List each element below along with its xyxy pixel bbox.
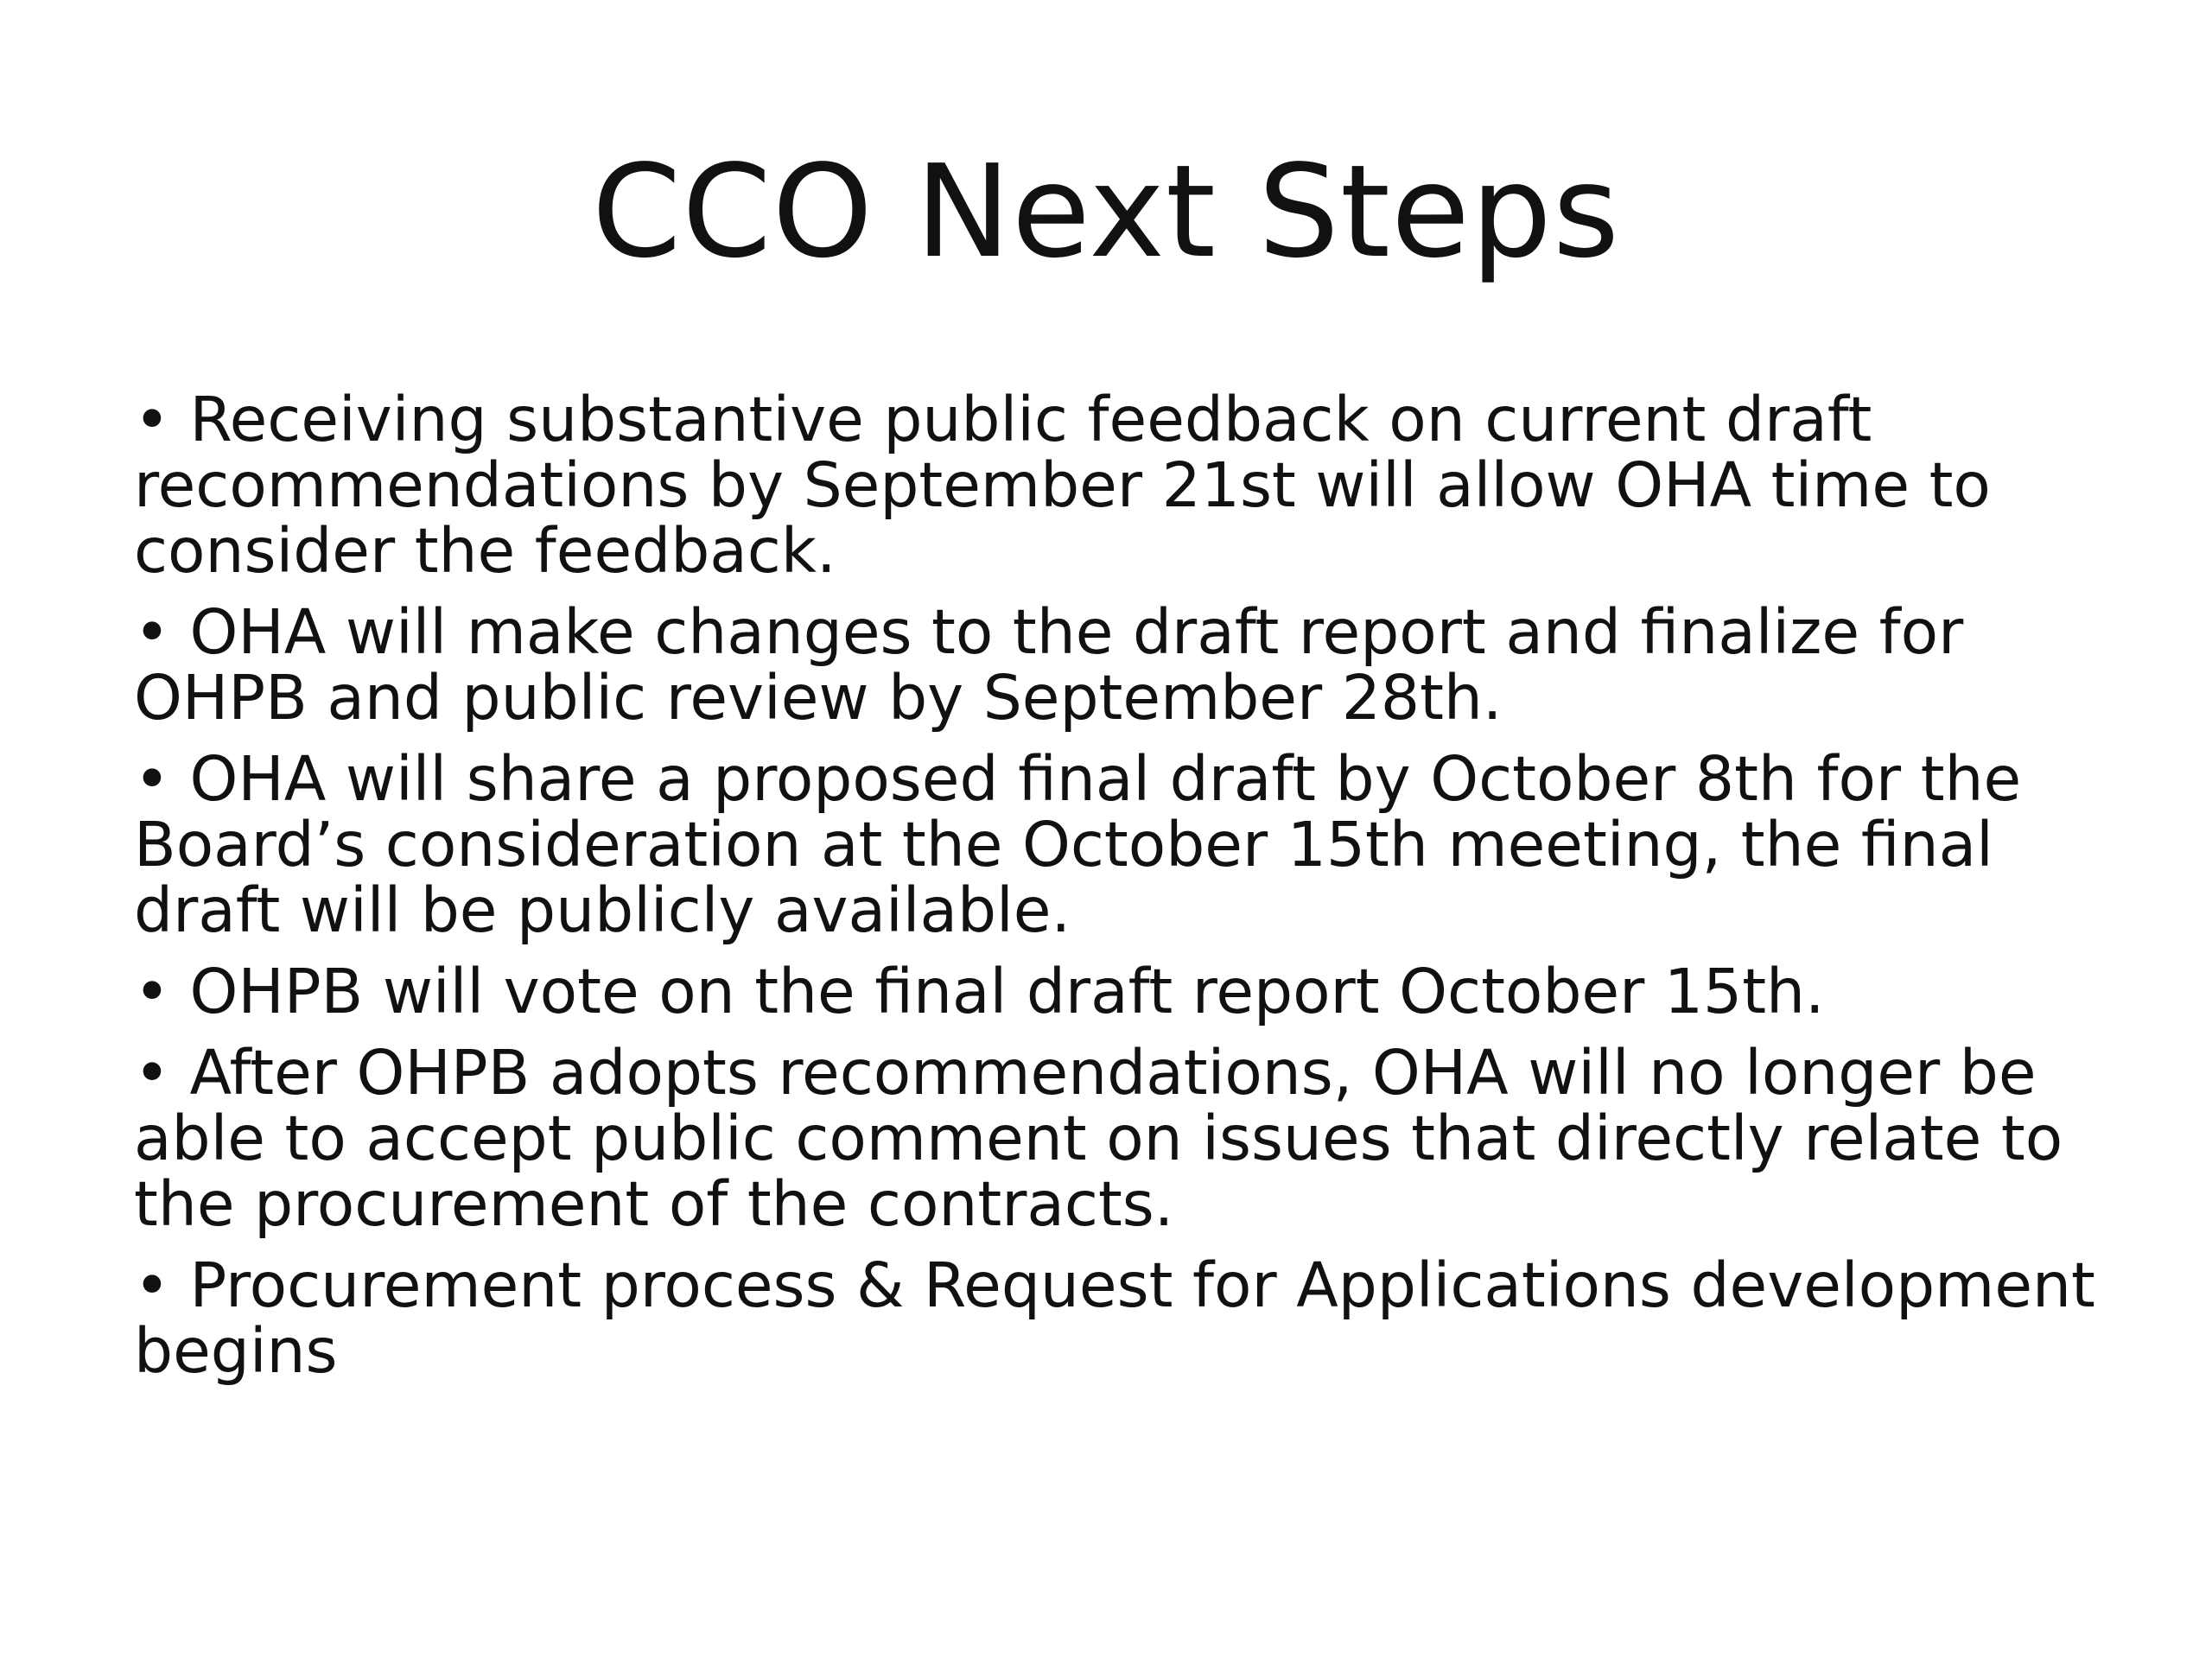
bullet-icon: • — [134, 743, 170, 815]
bullet-item — [134, 1249, 2113, 1387]
bullet-text: OHPB will vote on the final draft report October 15th. — [189, 956, 1825, 1027]
bullet-item — [134, 743, 2113, 946]
bullet-text: OHA will share a proposed final draft by October 8th for the Board’s consideration at the October 15th meeting, the final draft will be publicly available. — [134, 743, 2022, 946]
bullet-item — [134, 384, 2113, 587]
bullet-text: Receiving substantive public feedback on current draft recommendations by September 21st will allow OHA time to consider the feedback. — [134, 384, 1991, 587]
bullet-icon: • — [134, 956, 170, 1027]
bullet-list — [134, 384, 2113, 1400]
bullet-icon: • — [134, 596, 170, 668]
slide-title: CCO Next Steps — [591, 137, 1621, 286]
bullet-text: Procurement process & Request for Applications development begins — [134, 1249, 2095, 1387]
bullet-item — [134, 956, 2113, 1027]
bullet-item — [134, 596, 2113, 734]
bullet-text: OHA will make changes to the draft report and finalize for OHPB and public review by September 28th. — [134, 596, 1964, 734]
bullet-item — [134, 1037, 2113, 1240]
bullet-icon: • — [134, 1249, 170, 1321]
bullet-text: After OHPB adopts recommendations, OHA will no longer be able to accept public comment on issues that directly relate to the procurement of the contracts. — [134, 1037, 2063, 1240]
bullet-icon: • — [134, 384, 170, 455]
bullet-icon: • — [134, 1037, 170, 1109]
